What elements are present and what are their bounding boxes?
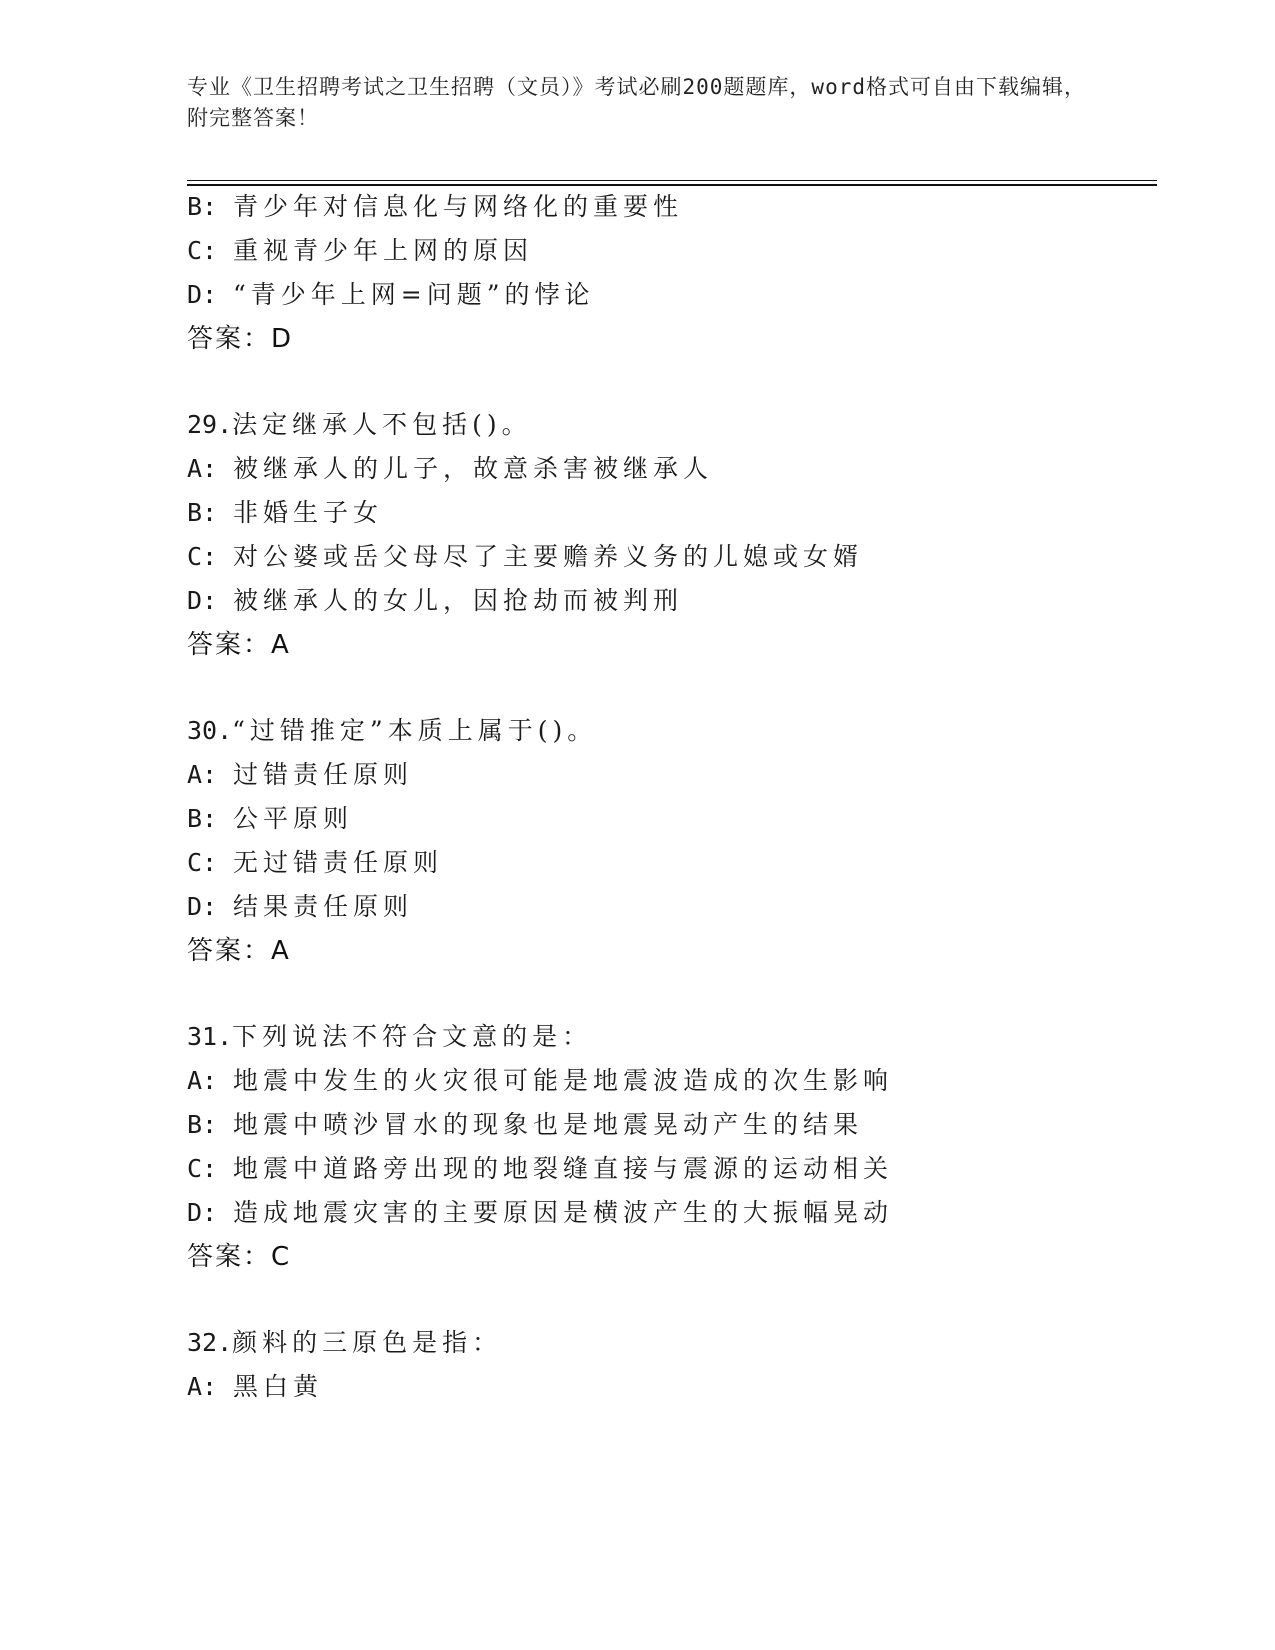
option-line bbox=[187, 496, 383, 530]
option-text: 地震中喷沙冒水的现象也是地震晃动产生的结果 bbox=[233, 1110, 864, 1139]
option-text: 无过错责任原则 bbox=[233, 848, 444, 877]
option-label: A: bbox=[187, 454, 218, 483]
option-line bbox=[187, 278, 595, 312]
option-text: 被继承人的女儿，因抢劫而被判刑 bbox=[233, 586, 684, 615]
option-text: 造成地震灾害的主要原因是横波产生的大振幅晃动 bbox=[233, 1198, 894, 1227]
option-text: 对公婆或岳父母尽了主要赡养义务的儿媳或女婿 bbox=[233, 542, 864, 571]
option-label: C: bbox=[187, 236, 218, 265]
question-number: 31. bbox=[187, 1022, 233, 1051]
option-text: “青少年上网=问题”的悖论 bbox=[233, 280, 595, 309]
question-text: 下列说法不符合文意的是： bbox=[232, 1022, 593, 1051]
option-line bbox=[187, 802, 353, 836]
option-text: 黑白黄 bbox=[233, 1372, 324, 1401]
header-divider-thin bbox=[187, 180, 1157, 181]
option-line bbox=[187, 452, 713, 486]
option-line bbox=[187, 1152, 893, 1186]
option-text: 地震中道路旁出现的地裂缝直接与震源的运动相关 bbox=[233, 1154, 894, 1183]
option-label: B: bbox=[187, 1110, 218, 1139]
option-text: 重视青少年上网的原因 bbox=[233, 236, 534, 265]
option-label: D: bbox=[187, 892, 218, 921]
option-label: B: bbox=[187, 192, 218, 221]
option-label: A: bbox=[187, 760, 218, 789]
option-label: D: bbox=[187, 280, 218, 309]
option-text: 非婚生子女 bbox=[233, 498, 384, 527]
option-text: 被继承人的儿子，故意杀害被继承人 bbox=[233, 454, 714, 483]
option-line bbox=[187, 234, 533, 268]
option-text: 过错责任原则 bbox=[233, 760, 414, 789]
answer-line: 答案：D bbox=[187, 324, 294, 354]
option-line bbox=[187, 890, 413, 924]
question-stem bbox=[187, 1020, 592, 1054]
option-label: C: bbox=[187, 542, 218, 571]
option-label: C: bbox=[187, 1154, 218, 1183]
option-label: C: bbox=[187, 848, 218, 877]
header-divider-thick bbox=[187, 184, 1157, 186]
question-stem bbox=[187, 408, 532, 442]
answer-line: 答案：C bbox=[187, 1242, 292, 1272]
option-line bbox=[187, 540, 863, 574]
document-header: 专业《卫生招聘考试之卫生招聘（文员）》考试必刷200题题库，word格式可自由下载编辑，附完整答案！ bbox=[187, 75, 1086, 130]
option-label: A: bbox=[187, 1372, 218, 1401]
question-number: 32. bbox=[187, 1328, 233, 1357]
option-label: D: bbox=[187, 586, 218, 615]
option-line bbox=[187, 584, 683, 618]
option-text: 青少年对信息化与网络化的重要性 bbox=[233, 192, 684, 221]
question-number: 30. bbox=[187, 716, 233, 745]
option-label: D: bbox=[187, 1198, 218, 1227]
option-line bbox=[187, 1196, 893, 1230]
option-text: 公平原则 bbox=[233, 804, 354, 833]
option-label: B: bbox=[187, 498, 218, 527]
option-line bbox=[187, 758, 413, 792]
option-label: A: bbox=[187, 1066, 218, 1095]
option-line bbox=[187, 846, 443, 880]
option-text: 结果责任原则 bbox=[233, 892, 414, 921]
question-text: 颜料的三原色是指： bbox=[232, 1328, 503, 1357]
option-text: 地震中发生的火灾很可能是地震波造成的次生影响 bbox=[233, 1066, 894, 1095]
option-line bbox=[187, 1064, 893, 1098]
question-number: 29. bbox=[187, 410, 233, 439]
option-line bbox=[187, 190, 683, 224]
option-line bbox=[187, 1370, 323, 1404]
option-label: B: bbox=[187, 804, 218, 833]
question-text: “过错推定”本质上属于()。 bbox=[232, 716, 598, 745]
option-line bbox=[187, 1108, 863, 1142]
question-stem bbox=[187, 1326, 502, 1360]
answer-line: 答案：A bbox=[187, 630, 291, 660]
question-text: 法定继承人不包括()。 bbox=[232, 410, 532, 439]
answer-line: 答案：A bbox=[187, 936, 291, 966]
question-stem bbox=[187, 714, 597, 748]
